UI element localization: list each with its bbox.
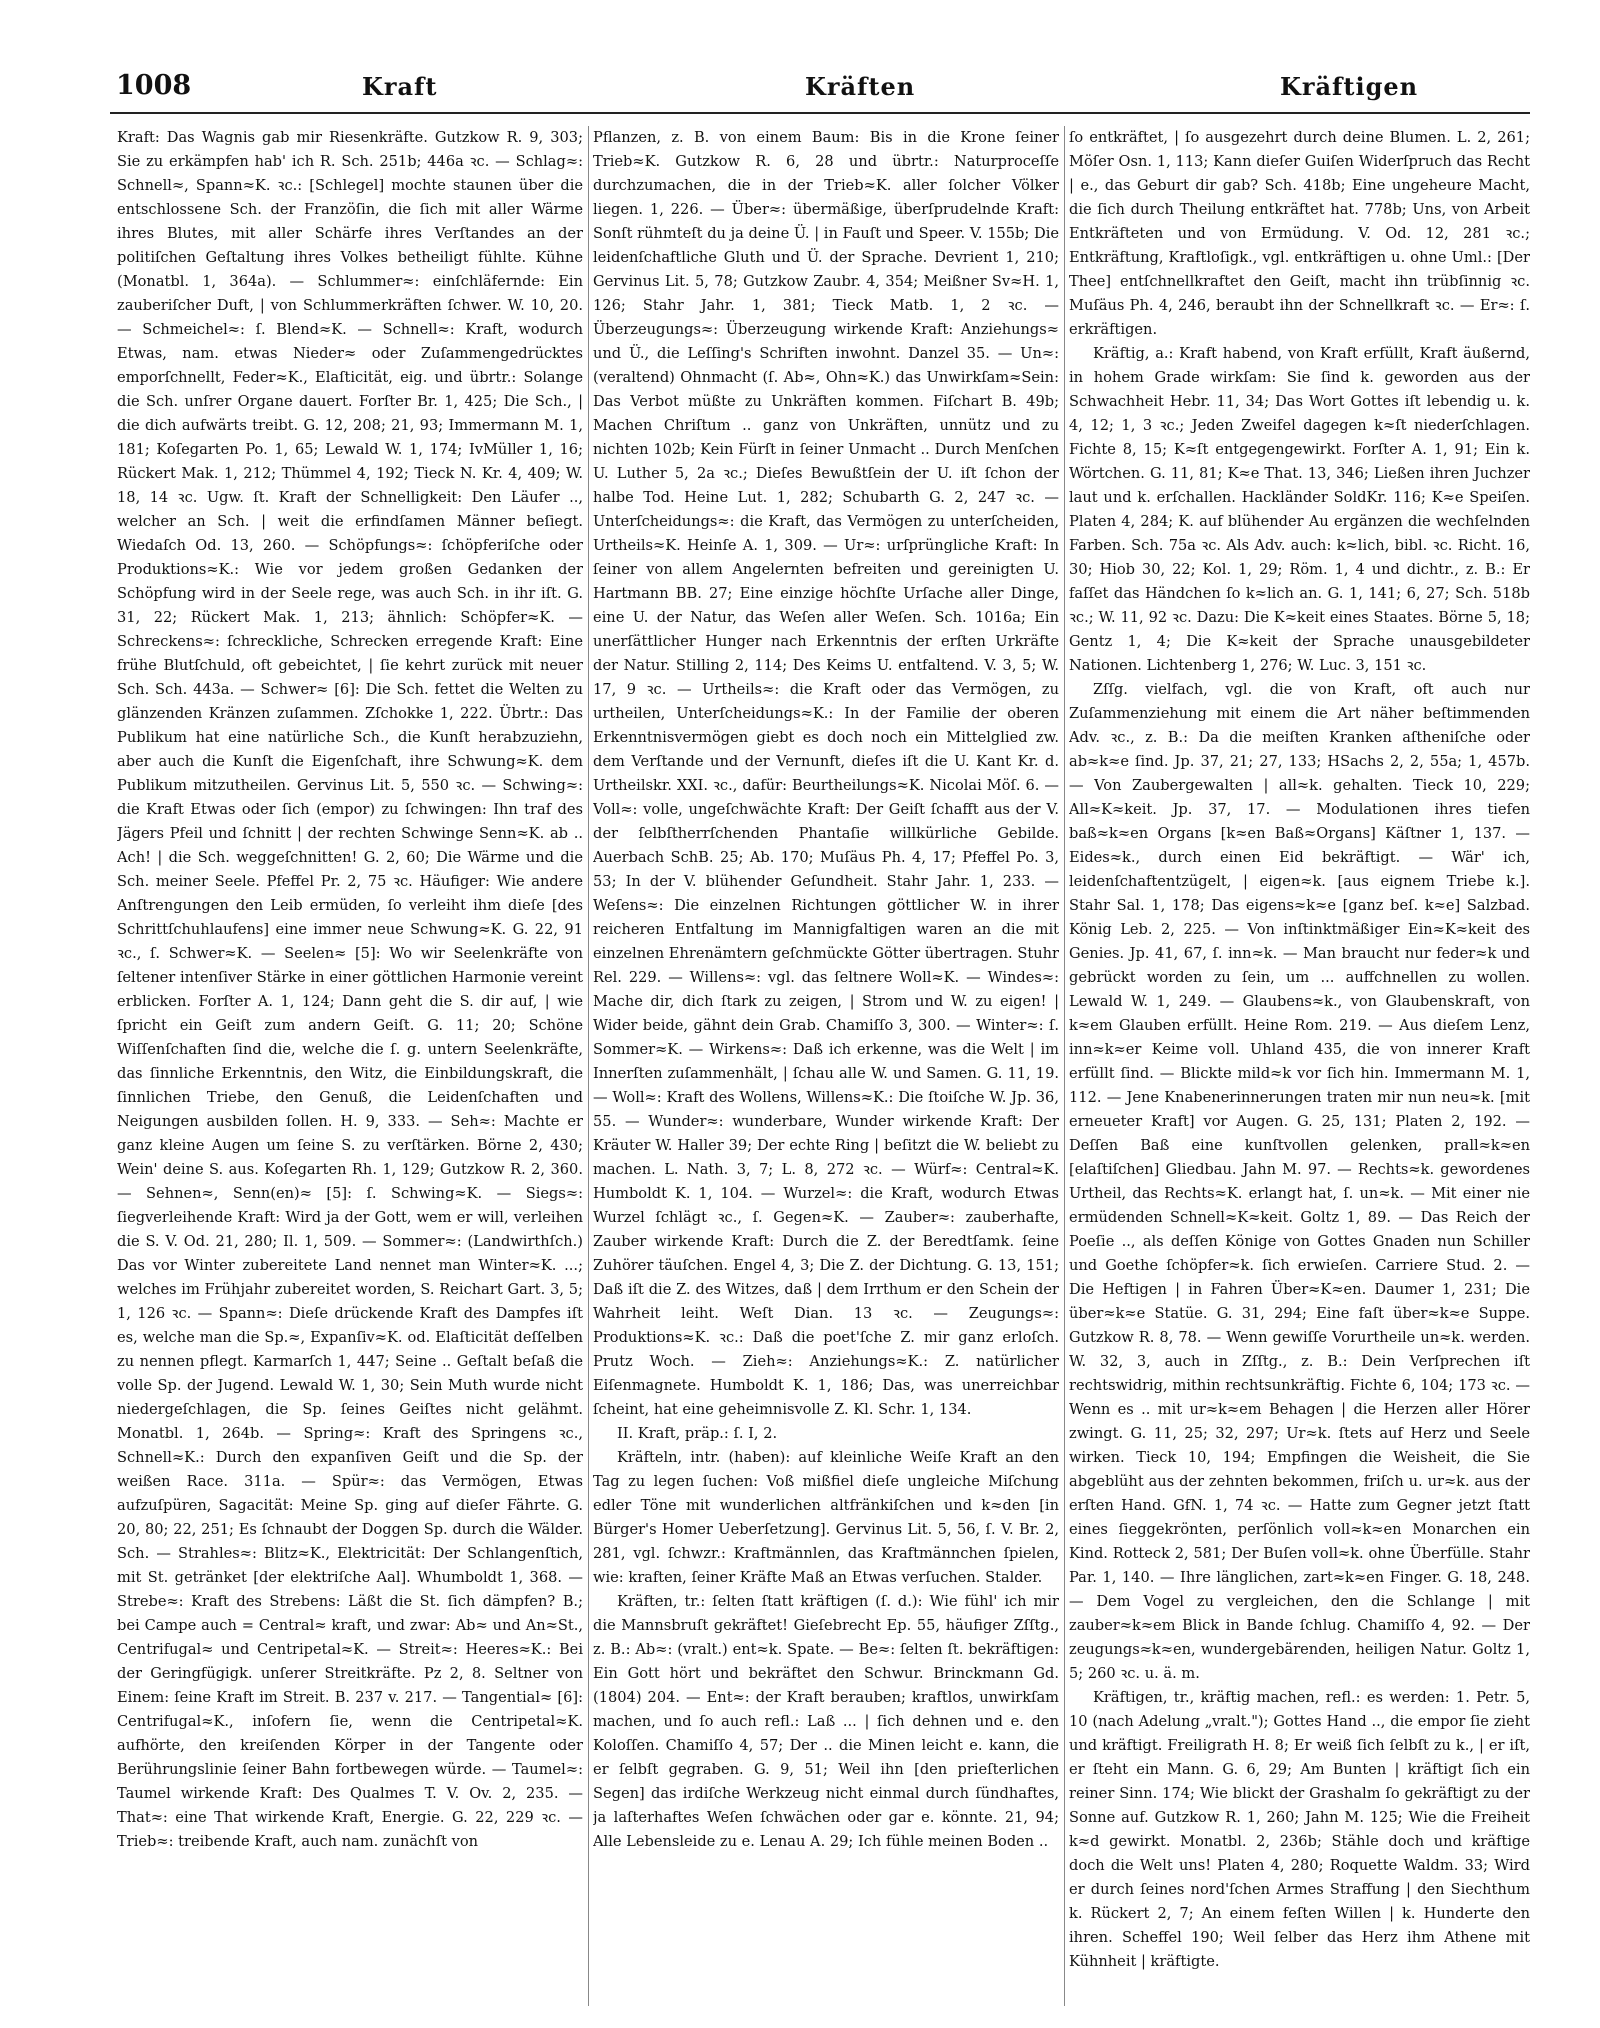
header-rule xyxy=(110,112,1530,114)
column-2-paragraph-1: Pflanzen, z. B. von einem Baum: Bis in die Krone ſeiner Trieb≈K. Gutzkow R. 6, 28 und übrtr.: Naturproceſſe durchzumachen, die in der Trieb≈K. aller ſolcher Völker liegen. 1, 226. — Über≈: übermäßige, überſprudelnde Kraft: Sonſt rühmteſt du ja deine Ü. | in Fauſt und Speer. V. 155b; Die leidenſchaftliche Gluth und Ü. der Sprache. Devrient 1, 210; Gervinus Lit. 5, 78; Gutzkow Zaubr. 4, 354; Meißner Sv≈H. 1, 126; Stahr Jahr. 1, 381; Tieck Matb. 1, 2 ꝛc. — Überzeugungs≈: Überzeugung wirkende Kraft: Anziehungs≈ und Ü., die Leſſing's Schriften inwohnt. Danzel 35. — Un≈: (veraltend) Ohnmacht (ſ. Ab≈, Ohn≈K.) das Unwirkſam≈Sein: Das Verbot müßte zu Unkräften kommen. Fiſchart B. 49b; Machen Chriſtum .. ganz von Unkräften, unnütz und zu nichten 102b; Kein Fürſt in ſeiner Unmacht .. Durch Menſchen U. Luther 5, 2a ꝛc.; Dieſes Bewußtſein der U. iſt ſchon der halbe Tod. Heine Lut. 1, 282; Schubarth G. 2, 247 ꝛc. — Unterſcheidungs≈: die Kraft, das Vermögen zu unterſcheiden, Urtheils≈K. Heinſe A. 1, 309. — Ur≈: urſprüngliche Kraft: In ſeiner von allem Angelernten befreiten und gereinigten U. Hartmann BB. 27; Eine einzige höchſte Urſache aller Dinge, eine U. der Natur, das Weſen aller Weſen. Sch. 1016a; Ein unerſättlicher Hunger nach Erkenntnis der erſten Urkräfte der Natur. Stilling 2, 114; Des Keims U. entfaltend. V. 3, 5; W. 17, 9 ꝛc. — Urtheils≈: die Kraft oder das Vermögen, zu urtheilen, Unterſcheidungs≈K.: In der Familie der oberen Erkenntnisvermögen giebt es doch noch ein Mittelglied zw. dem Verſtande und der Vernunft, dieſes iſt die U. Kant Kr. d. Urtheilskr. XXI. ꝛc., dafür: Beurtheilungs≈K. Nicolai Möſ. 6. — Voll≈: volle, ungeſchwächte Kraft: Der Geiſt ſchafft aus der V. der ſelbſtherrſchenden Phantaſie willkürliche Gebilde. Auerbach SchB. 25; Ab. 170; Muſäus Ph. 4, 17; Pfeffel Po. 3, 53; In der V. blühender Geſundheit. Stahr Jahr. 1, 233. — Weſens≈: Die einzelnen Richtungen göttlicher W. in ihrer reicheren Entfaltung im Mannigfaltigen waren an die mit einzelnen Ehrenämtern geſchmückte Götter übertragen. Stuhr Rel. 229. — Willens≈: vgl. das ſeltnere Woll≈K. — Windes≈: Mache dir, dich ſtark zu zeigen, | Strom und W. zu eigen! | Wider beide, gähnt dein Grab. Chamiſſo 3, 300. — Winter≈: ſ. Sommer≈K. — Wirkens≈: Daß ich erkenne, was die Welt | im Innerſten zuſammenhält, | ſchau alle W. und Samen. G. 11, 19. — Woll≈: Kraft des Wollens, Willens≈K.: Die ſtoiſche W. Jp. 36, 55. — Wunder≈: wunderbare, Wunder wirkende Kraft: Der Kräuter W. Haller 39; Der echte Ring | beſitzt die W. beliebt zu machen. L. Nath. 3, 7; L. 8, 272 ꝛc. — Würf≈: Central≈K. Humboldt K. 1, 104. — Wurzel≈: die Kraft, wodurch Etwas Wurzel ſchlägt ꝛc., ſ. Gegen≈K. — Zauber≈: zauberhafte, Zauber wirkende Kraft: Durch die Z. der Beredtſamk. ſeine Zuhörer täuſchen. Engel 4, 3; Die Z. der Dichtung. G. 13, 151; Daß iſt die Z. des Witzes, daß | dem Irrthum er den Schein der Wahrheit leiht. Weſt Dian. 13 ꝛc. — Zeugungs≈: Produktions≈K. ꝛc.: Daß die poet'ſche Z. mir ganz erloſch. Prutz Woch. — Zieh≈: Anziehungs≈K.: Z. natürlicher Eiſenmagnete. Humboldt K. 1, 186; Das, was unerreichbar ſcheint, hat eine geheimnisvolle Z. Kl. Schr. 1, 134. xyxy=(593,129,1059,1418)
column-divider-2 xyxy=(1064,126,1065,2006)
header-left-word: Kraft xyxy=(362,72,438,101)
page-header xyxy=(110,70,1530,112)
column-3 xyxy=(1069,126,1530,2006)
column-2-paragraph-3: Kräfteln, intr. (haben): auf kleinliche Weiſe Kraft an den Tag zu legen ſuchen: Voß mißfiel dieſe ungleiche Miſchung edler Töne mit wunderlichen altfränkiſchen und k≈den [in Bürger's Homer Ueberſetzung]. Gervinus Lit. 5, 56, ſ. V. Br. 2, 281, vgl. ſchwzr.: Kraftmännlen, das Kraftmännchen ſpielen, wie: kraften, ſeiner Kräfte Maß an Etwas verſuchen. Stalder. xyxy=(593,1449,1059,1586)
page-number: 1008 xyxy=(116,70,192,101)
column-3-paragraph-4: Kräftigen, tr., kräftig machen, refl.: es werden: 1. Petr. 5, 10 (nach Adelung „vralt."); Gottes Hand .., die empor ſie zieht und kräftigt. Freiligrath H. 8; Er weiß ſich ſelbſt zu k., | er iſt, er ſteht ein Mann. G. 6, 29; Am Bunten | kräftigt ſich ein reiner Sinn. 174; Wie blickt der Grashalm ſo gekräftigt zu der Sonne auf. Gutzkow R. 1, 260; Jahn M. 125; Wie die Freiheit k≈d gewirkt. Monatbl. 2, 236b; Stähle doch und kräftige doch die Welt uns! Platen 4, 280; Roquette Waldm. 33; Wird er durch ſeines nord'ſchen Armes Straffung | den Siechthum k. Rückert 2, 7; An einem feſten Willen | k. Hunderte den ihren. Scheffel 190; Weil ſelber das Herz ihm Athene mit Kühnheit | kräftigte. xyxy=(1069,1689,1530,1970)
column-2-paragraph-4: Kräften, tr.: ſelten ſtatt kräftigen (ſ. d.): Wie fühl' ich mir die Mannsbruſt gekräftet! Gieſebrecht Ep. 55, häufiger Zſſtg., z. B.: Ab≈: (vralt.) ent≈k. Spate. — Be≈: ſelten ſt. bekräftigen: Ein Gott hört und bekräftet den Schwur. Brinckmann Gd. (1804) 204. — Ent≈: der Kraft berauben; kraftlos, unwirkſam machen, und ſo auch refl.: Laß ... | ſich dehnen und e. den Koloſſen. Chamiſſo 4, 57; Der .. die Minen leicht e. kann, die er ſelbſt gegraben. G. 9, 51; Weil ihn [den prieſterlichen Segen] das irdiſche Werkzeug nicht einmal durch ſündhaftes, ja laſterhaftes Weſen ſchwächen oder gar e. könnte. 21, 94; Alle Lebensleide zu e. Lenau A. 29; Ich fühle meinen Boden .. xyxy=(593,1593,1059,1850)
column-3-paragraph-2: Kräftig, a.: Kraft habend, von Kraft erfüllt, Kraft äußernd, in hohem Grade wirkſam: Sie ſind k. geworden aus der Schwachheit Hebr. 11, 34; Das Wort Gottes iſt lebendig u. k. 4, 12; 1, 3 ꝛc.; Jeden Zweifel dagegen k≈ſt niederſchlagen. Fichte 8, 15; K≈ſt entgegengewirkt. Forſter A. 1, 91; Ein k. Wörtchen. G. 11, 81; K≈e That. 13, 346; Ließen ihren Juchzer laut und k. erſchallen. Hackländer SoldKr. 116; K≈e Speiſen. Platen 4, 284; K. auf blühender Au ergänzen die wechſelnden Farben. Sch. 75a ꝛc. Als Adv. auch: k≈lich, bibl. ꝛc. Richt. 16, 30; Hiob 30, 22; Kol. 1, 29; Röm. 1, 4 und dichtr., z. B.: Er faſſet das Händchen ſo k≈lich an. G. 1, 141; 6, 27; Sch. 518b ꝛc.; W. 11, 92 ꝛc. Dazu: Die K≈keit eines Staates. Börne 5, 18; Gentz 1, 4; Die K≈keit der Sprache unausgebildeter Nationen. Lichtenberg 1, 276; W. Luc. 3, 151 ꝛc. xyxy=(1069,345,1530,674)
column-2 xyxy=(593,126,1059,2006)
column-1 xyxy=(117,126,583,2006)
header-right-word: Kräftigen xyxy=(1280,72,1419,101)
column-3-paragraph-3: Zſſg. vielfach, vgl. die von Kraft, oft auch nur Zuſammenziehung mit einem die Art näher beſtimmenden Adv. ꝛc., z. B.: Da die meiſten Kranken aſtheniſche oder ab≈k≈e ſind. Jp. 37, 21; 27, 133; HSachs 2, 2, 55a; 1, 457b. — Von Zaubergewalten | all≈k. gehalten. Tieck 10, 229; All≈K≈keit. Jp. 37, 17. — Modulationen ihres tiefen baß≈k≈en Organs [k≈en Baß≈Organs] Käſtner 1, 137. — Eides≈k., durch einen Eid bekräftigt. — Wär' ich, leidenſchaftentzügelt, | eigen≈k. [aus eignem Triebe k.]. Stahr Sal. 1, 178; Das eigens≈k≈e [ganz beſ. k≈e] Salzbad. König Leb. 2, 225. — Von inſtinktmäßiger Ein≈K≈keit des Genies. Jp. 41, 67, ſ. inn≈k. — Man braucht nur feder≈k und gebrückt worden zu ſein, um ... auffchnellen zu wollen. Lewald W. 1, 249. — Glaubens≈k., von Glaubenskraft, von k≈em Glauben erfüllt. Heine Rom. 219. — Aus dieſem Lenz, inn≈k≈er Keime voll. Uhland 435, die von innerer Kraft erfüllt ſind. — Blickte mild≈k vor ſich hin. Immermann M. 1, 112. — Jene Knabenerinnerungen traten mir nun neu≈k. [mit erneueter Kraft] vor Augen. G. 25, 131; Platen 2, 192. — Deſſen Baß eine kunſtvollen gelenken, prall≈k≈en [elaſtiſchen] Gliedbau. Jahn M. 97. — Rechts≈k. gewordenes Urtheil, das Rechts≈K. erlangt hat, ſ. un≈k. — Mit einer nie ermüdenden Schnell≈K≈keit. Goltz 1, 89. — Das Reich der Poeſie .., als deſſen Könige von Gottes Gnaden nun Schiller und Goethe ſchöpfer≈k. ſich erwieſen. Carriere Stud. 2. — Die Heftigen | in Fahren Über≈K≈en. Daumer 1, 231; Die über≈k≈e Statüe. G. 31, 294; Eine faſt über≈k≈e Suppe. Gutzkow R. 8, 78. — Wenn gewiſſe Vorurtheile un≈k. werden. W. 32, 3, auch in Zſſtg., z. B.: Dein Verſprechen iſt rechtswidrig, mithin rechtsunkräftig. Fichte 6, 104; 173 ꝛc. — Wenn es .. mit ur≈k≈em Behagen | die Herzen aller Hörer zwingt. G. 11, 25; 32, 297; Ur≈k. ſtets auf Herz und Seele wirken. Tieck 10, 194; Empfingen die Weisheit, die Sie abgeblüht aus der zehnten bekommen, friſch u. ur≈k. aus der erſten Hand. GfN. 1, 74 ꝛc. — Hatte zum Gegner jetzt ſtatt eines ſieggekrönten, perſönlich voll≈k≈en Monarchen ein Kind. Rotteck 2, 581; Der Buſen voll≈k. ohne Überfülle. Stahr Par. 1, 140. — Ihre länglichen, zart≈k≈en Finger. G. 18, 248. — Dem Vogel zu vergleichen, den die Schlange | mit zauber≈k≈em Blick in Bande ſchlug. Chamiſſo 4, 92. — Der zeugungs≈k≈en, wundergebärenden, heiligen Natur. Goltz 1, 5; 260 ꝛc. u. ä. m. xyxy=(1069,681,1530,1682)
column-3-paragraph-1: ſo entkräftet, | ſo ausgezehrt durch deine Blumen. L. 2, 261; Möſer Osn. 1, 113; Kann dieſer Guiſen Widerſpruch das Recht | e., das Geburt dir gab? Sch. 418b; Eine ungeheure Macht, die ſich durch Theilung entkräftet hat. 778b; Uns, von Arbeit Entkräfteten und von Ermüdung. V. Od. 12, 281 ꝛc.; Entkräftung, Kraftloſigk., vgl. entkräftigen u. ohne Uml.: [Der Thee] entſchnellkraftet den Geiſt, macht ihn trübſinnig ꝛc. Muſäus Ph. 4, 246, beraubt ihn der Schnellkraft ꝛc. — Er≈: ſ. erkräftigen. xyxy=(1069,129,1530,338)
column-1-paragraph-1: Kraft: Das Wagnis gab mir Riesenkräfte. Gutzkow R. 9, 303; Sie zu erkämpfen hab' ich R. Sch. 251b; 446a ꝛc. — Schlag≈: Schnell≈, Spann≈K. ꝛc.: [Schlegel] mochte staunen über die entschlossene Sch. der Franzöſin, die ſich mit aller Wärme ihres Blutes, mit aller Schärfe ihres Verſtandes an der politiſchen Geſtaltung ihres Volkes betheiligt fühlte. Kühne (Monatbl. 1, 364a). — Schlummer≈: einſchläfernde: Ein zauberiſcher Duft, | von Schlummerkräften ſchwer. W. 10, 20. — Schmeichel≈: ſ. Blend≈K. — Schnell≈: Kraft, wodurch Etwas, nam. etwas Nieder≈ oder Zuſammengedrücktes emporſchnellt, Feder≈K., Elaſticität, eig. und übrtr.: Solange die Sch. unſrer Organe dauert. Forſter Br. 1, 425; Die Sch., | die dich aufwärts treibt. G. 12, 208; 21, 93; Immermann M. 1, 181; Koſegarten Po. 1, 65; Lewald W. 1, 174; IvMüller 1, 16; Rückert Mak. 1, 212; Thümmel 4, 192; Tieck N. Kr. 4, 409; W. 18, 14 ꝛc. Ugw. ſt. Kraft der Schnelligkeit: Den Läufer .., welcher an Sch. | weit die erfindſamen Männer beſiegt. Wiedaſch Od. 13, 260. — Schöpfungs≈: ſchöpferiſche oder Produktions≈K.: Wie vor jedem großen Gedanken der Schöpfung wird in der Seele rege, was auch Sch. in ihr iſt. G. 31, 22; Rückert Mak. 1, 213; ähnlich: Schöpfer≈K. — Schreckens≈: ſchreckliche, Schrecken erregende Kraft: Eine frühe Blutſchuld, oft gebeichtet, | ſie kehrt zurück mit neuer Sch. Sch. 443a. — Schwer≈ [6]: Die Sch. fettet die Welten zu glänzenden Kränzen zuſammen. Zſchokke 1, 222. Übrtr.: Das Publikum hat eine natürliche Sch., die Kunſt herabzuziehn, aber auch die Kunſt die Eigenſchaft, ihre Schwung≈K. dem Publikum mitzutheilen. Gervinus Lit. 5, 550 ꝛc. — Schwing≈: die Kraft Etwas oder ſich (empor) zu ſchwingen: Ihn traf des Jägers Pfeil und ſchnitt | der rechten Schwinge Senn≈K. ab .. Ach! | die Sch. weggeſchnitten! G. 2, 60; Die Wärme und die Sch. meiner Seele. Pfeffel Pr. 2, 75 ꝛc. Häufiger: Wie andere Anſtrengungen den Leib ermüden, ſo verleiht ihm dieſe [des Schrittſchuhlaufens] eine immer neue Schwung≈K. G. 22, 91 ꝛc., ſ. Schwer≈K. — Seelen≈ [5]: Wo wir Seelenkräfte von ſeltener intenſiver Stärke in einer göttlichen Harmonie vereint erblicken. Forſter A. 1, 124; Dann geht die S. dir auf, | wie ſpricht ein Geiſt zum andern Geiſt. G. 11; 20; Schöne Wiſſenſchaften ſind die, welche die ſ. g. untern Seelenkräfte, das ſinnliche Erkenntnis, den Witz, die Einbildungskraft, die ſinnlichen Triebe, den Genuß, die Leidenſchaften und Neigungen ausbilden ſollen. H. 9, 333. — Seh≈: Machte er ganz kleine Augen um ſeine S. zu verſtärken. Börne 2, 430; Wein' deine S. aus. Koſegarten Rh. 1, 129; Gutzkow R. 2, 360. — Sehnen≈, Senn(en)≈ [5]: ſ. Schwing≈K. — Siegs≈: ſiegverleihende Kraft: Wird ja der Gott, wem er will, verleihen die S. V. Od. 21, 280; Il. 1, 509. — Sommer≈: (Landwirthſch.) Das vor Winter zubereitete Land nennet man Winter≈K. ...; welches im Frühjahr zubereitet worden, S. Reichart Gart. 3, 5; 1, 126 ꝛc. — Spann≈: Dieſe drückende Kraft des Dampfes iſt es, welche man die Sp.≈, Expanſiv≈K. od. Elaſticität deſſelben zu nennen pflegt. Karmarſch 1, 447; Seine .. Geſtalt beſaß die volle Sp. der Jugend. Lewald W. 1, 30; Sein Muth wurde nicht niedergeſchlagen, die Sp. ſeines Geiſtes nicht gelähmt. Monatbl. 1, 264b. — Spring≈: Kraft des Springens ꝛc., Schnell≈K.: Durch den expanſiven Geiſt und die Sp. der weißen Race. 311a. — Spür≈: das Vermögen, Etwas aufzuſpüren, Sagacität: Meine Sp. ging auf dieſer Fährte. G. 20, 80; 22, 251; Es ſchnaubt der Doggen Sp. durch die Wälder. Sch. — Strahles≈: Blitz≈K., Elektricität: Der Schlangenſtich, mit St. getränket [der elektriſche Aal]. Whumboldt 1, 368. — Strebe≈: Kraft des Strebens: Läßt die St. ſich dämpfen? B.; bei Campe auch = Central≈ kraft, und zwar: Ab≈ und An≈St., Centrifugal≈ und Centripetal≈K. — Streit≈: Heeres≈K.: Bei der Geringfügigk. unſerer Streitkräfte. Pz 2, 8. Seltner von Einem: ſeine Kraft im Streit. B. 237 v. 217. — Tangential≈ [6]: Centrifugal≈K., inſofern ſie, wenn die Centripetal≈K. aufhörte, den kreiſenden Körper in der Tangente oder Berührungslinie ſeiner Bahn fortbewegen würde. — Taumel≈: Taumel wirkende Kraft: Des Qualmes T. V. Ov. 2, 235. — That≈: eine That wirkende Kraft, Energie. G. 22, 229 ꝛc. — Trieb≈: treibende Kraft, auch nam. zunächſt von xyxy=(117,129,583,1850)
column-divider-1 xyxy=(588,126,589,2006)
column-2-paragraph-2: II. Kraft, präp.: ſ. I, 2. xyxy=(617,1425,778,1442)
header-center-word: Kräften xyxy=(805,72,916,101)
